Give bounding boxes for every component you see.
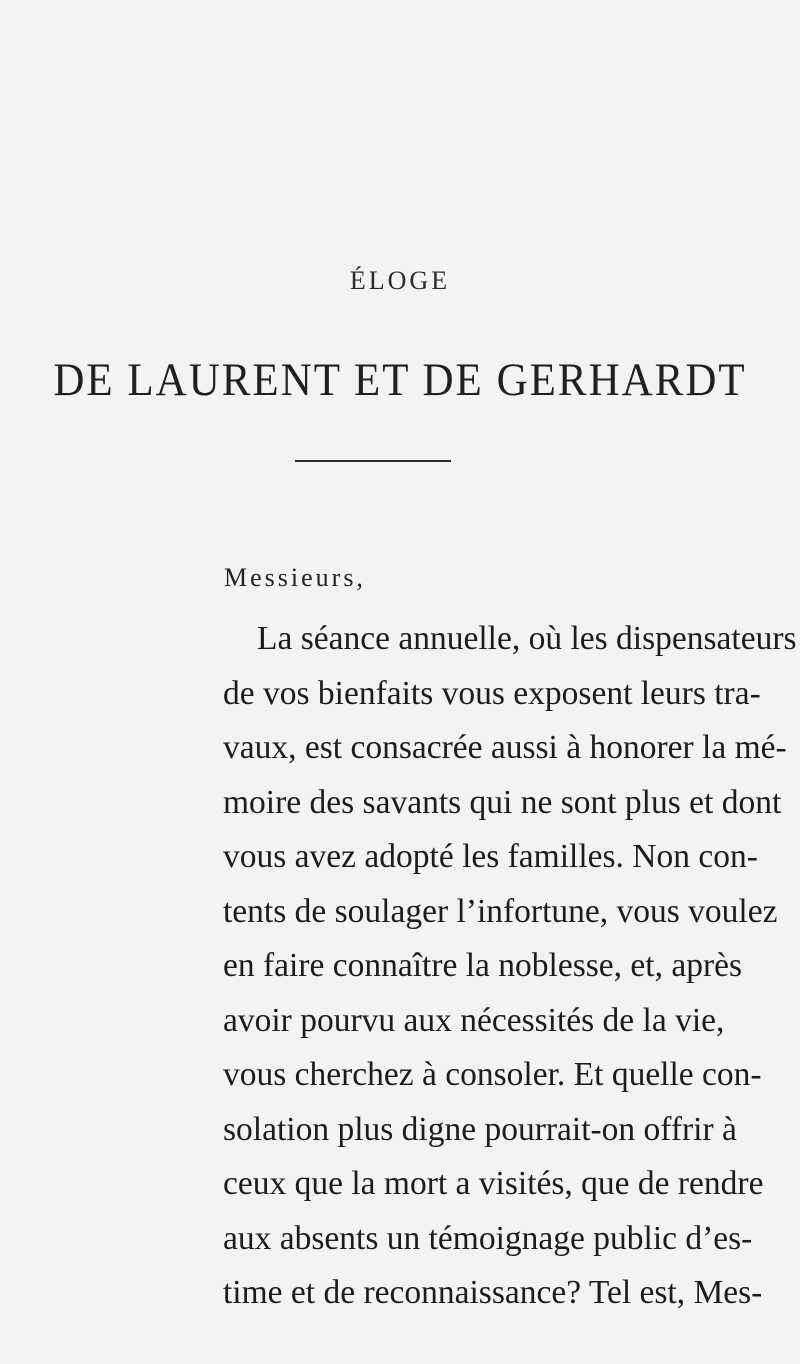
paragraph-line-5: vous avez adopté les familles. Non con- [223, 838, 758, 875]
body-paragraph [223, 612, 797, 1321]
salutation: Messieurs, [224, 563, 366, 592]
paragraph-line-10: solation plus digne pourrait-on offrir à [223, 1110, 737, 1148]
title-divider [295, 460, 451, 462]
page-title: DE LAURENT ET DE GERHARDT [53, 355, 747, 406]
paragraph-line-12: aux absents un témoignage public d’es- [223, 1219, 753, 1257]
paragraph-line-8: avoir pourvu aux nécessités de la vie, [223, 1001, 725, 1039]
paragraph-line-2: de vos bienfaits vous exposent leurs tra- [223, 674, 761, 712]
paragraph-line-4: moire des savants qui ne sont plus et dont [223, 783, 782, 821]
paragraph-line-9: vous cherchez à consoler. Et quelle con- [223, 1056, 762, 1093]
paragraph-line-11: ceux que la mort a visités, que de rendre [223, 1165, 764, 1202]
paragraph-line-7: en faire connaître la noblesse, et, après [223, 947, 743, 984]
paragraph-line-3: vaux, est consacrée aussi à honorer la mé- [223, 729, 787, 766]
paragraph-line-6: tents de soulager l’infortune, vous voulez [223, 892, 778, 930]
paragraph-line-1: La séance annuelle, où les dispensateurs [257, 620, 797, 657]
paragraph-line-13: time et de reconnaissance? Tel est, Mes- [223, 1274, 763, 1311]
section-kicker: ÉLOGE [349, 266, 451, 295]
